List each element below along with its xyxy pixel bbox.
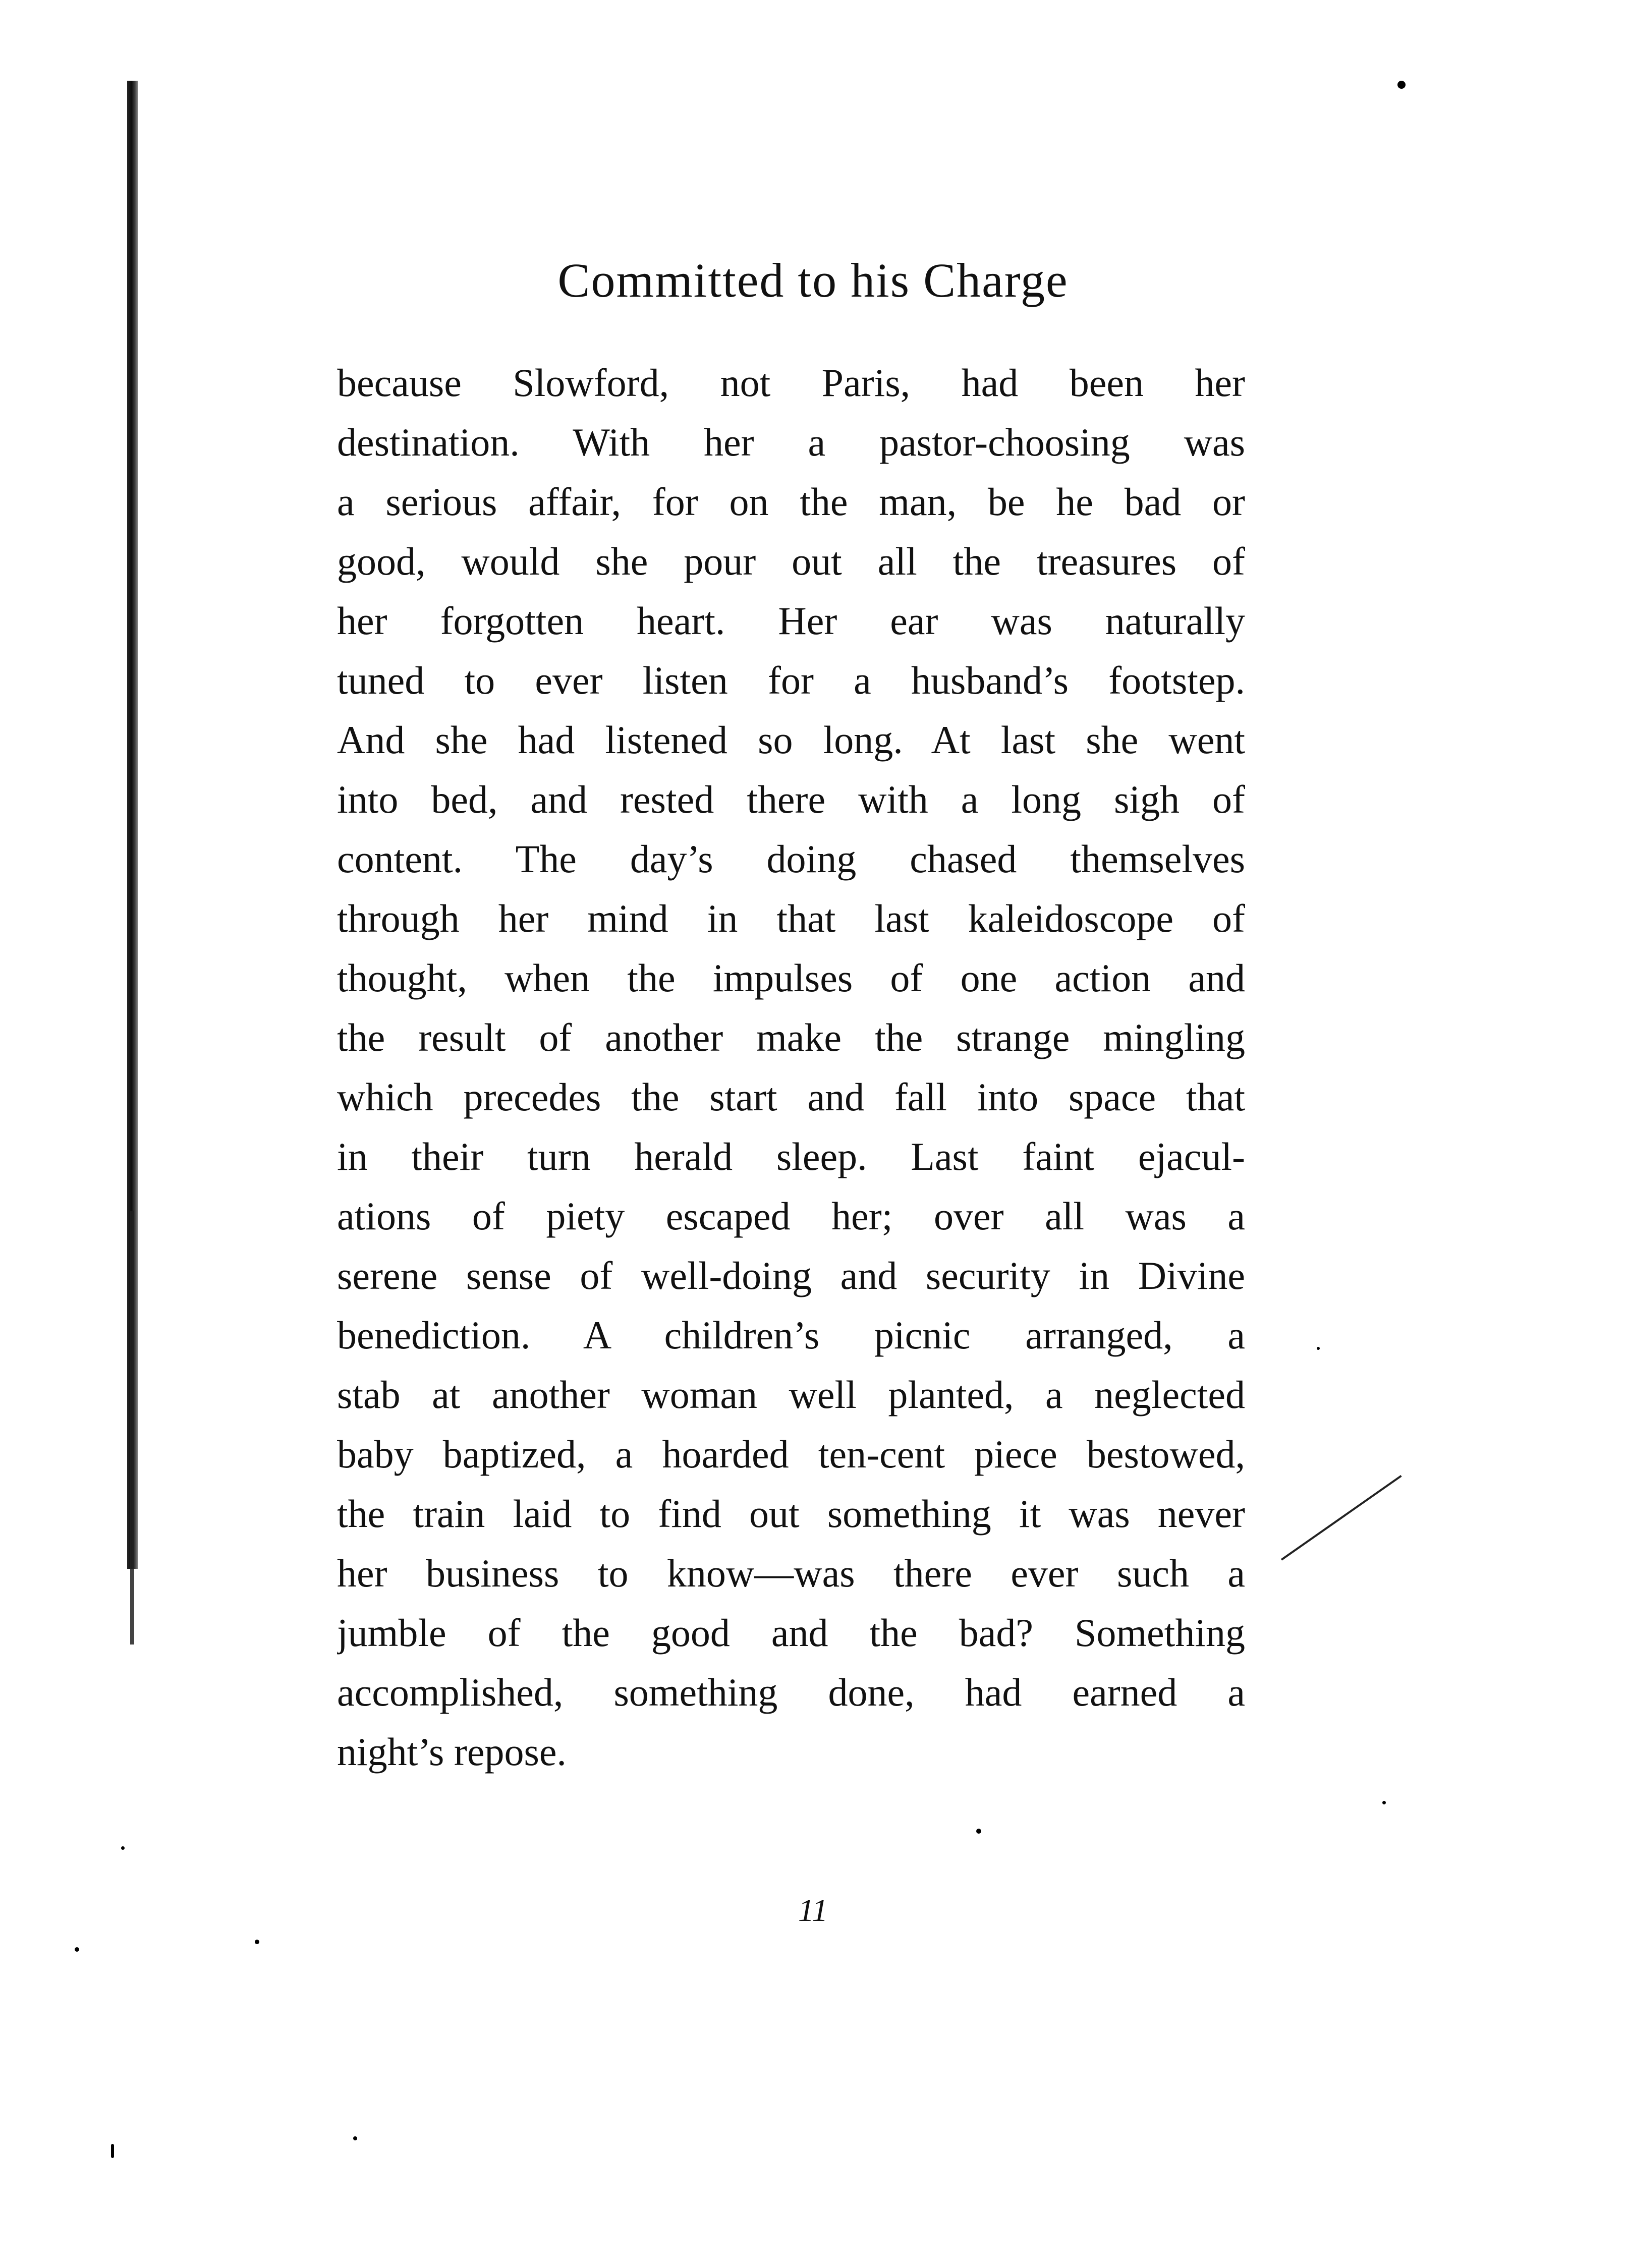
text-line: the train laid to find out something it was never bbox=[337, 1492, 1245, 1536]
text-line: jumble of the good and the bad? Something bbox=[337, 1611, 1245, 1655]
text-line: tuned to ever listen for a husband’s footstep. bbox=[337, 658, 1245, 702]
text-line: the result of another make the strange mingling bbox=[337, 1015, 1245, 1059]
scan-stray-line bbox=[1281, 1475, 1402, 1561]
page-number: 11 bbox=[798, 1892, 828, 1928]
text-line: destination. With her a pastor-choosing was bbox=[337, 420, 1245, 464]
text-line: good, would she pour out all the treasures of bbox=[337, 539, 1245, 583]
text-line: content. The day’s doing chased themselves bbox=[337, 837, 1245, 881]
scan-speck bbox=[1397, 81, 1406, 89]
scan-speck bbox=[75, 1947, 79, 1952]
text-line: baby baptized, a hoarded ten-cent piece bestowed, bbox=[337, 1432, 1245, 1476]
scan-speck bbox=[1382, 1801, 1386, 1804]
text-line: accomplished, something done, had earned a bbox=[337, 1670, 1245, 1714]
scan-speck bbox=[121, 1846, 125, 1850]
text-line: stab at another woman well planted, a neglected bbox=[337, 1373, 1245, 1416]
binding-edge-shadow-lower bbox=[130, 1211, 134, 1645]
text-line: benediction. A children’s picnic arranged, a bbox=[337, 1313, 1245, 1357]
running-head: Committed to his Charge bbox=[557, 253, 1069, 307]
text-line: her forgotten heart. Her ear was naturally bbox=[337, 599, 1245, 643]
text-line: And she had listened so long. At last she went bbox=[337, 718, 1245, 762]
text-line: through her mind in that last kaleidoscope of bbox=[337, 896, 1245, 940]
text-line: thought, when the impulses of one action and bbox=[337, 956, 1245, 1000]
scan-speck bbox=[1317, 1347, 1320, 1350]
text-line: night’s repose. bbox=[337, 1730, 567, 1774]
text-line: her business to know—was there ever such a bbox=[337, 1551, 1245, 1595]
scan-speck bbox=[255, 1940, 259, 1944]
text-line: a serious affair, for on the man, be he bad or bbox=[337, 480, 1245, 524]
text-line: serene sense of well-doing and security in Divine bbox=[337, 1254, 1245, 1297]
scan-speck bbox=[111, 2144, 114, 2158]
text-line: into bed, and rested there with a long sigh of bbox=[337, 777, 1245, 821]
body-text bbox=[337, 353, 1245, 1782]
text-line: ations of piety escaped her; over all was a bbox=[337, 1194, 1245, 1238]
text-line: because Slowford, not Paris, had been her bbox=[337, 361, 1245, 405]
text-line: which precedes the start and fall into space that bbox=[337, 1075, 1245, 1119]
text-line: in their turn herald sleep. Last faint ejacul- bbox=[337, 1135, 1245, 1178]
scan-speck bbox=[353, 2136, 357, 2140]
scan-speck bbox=[976, 1829, 981, 1834]
